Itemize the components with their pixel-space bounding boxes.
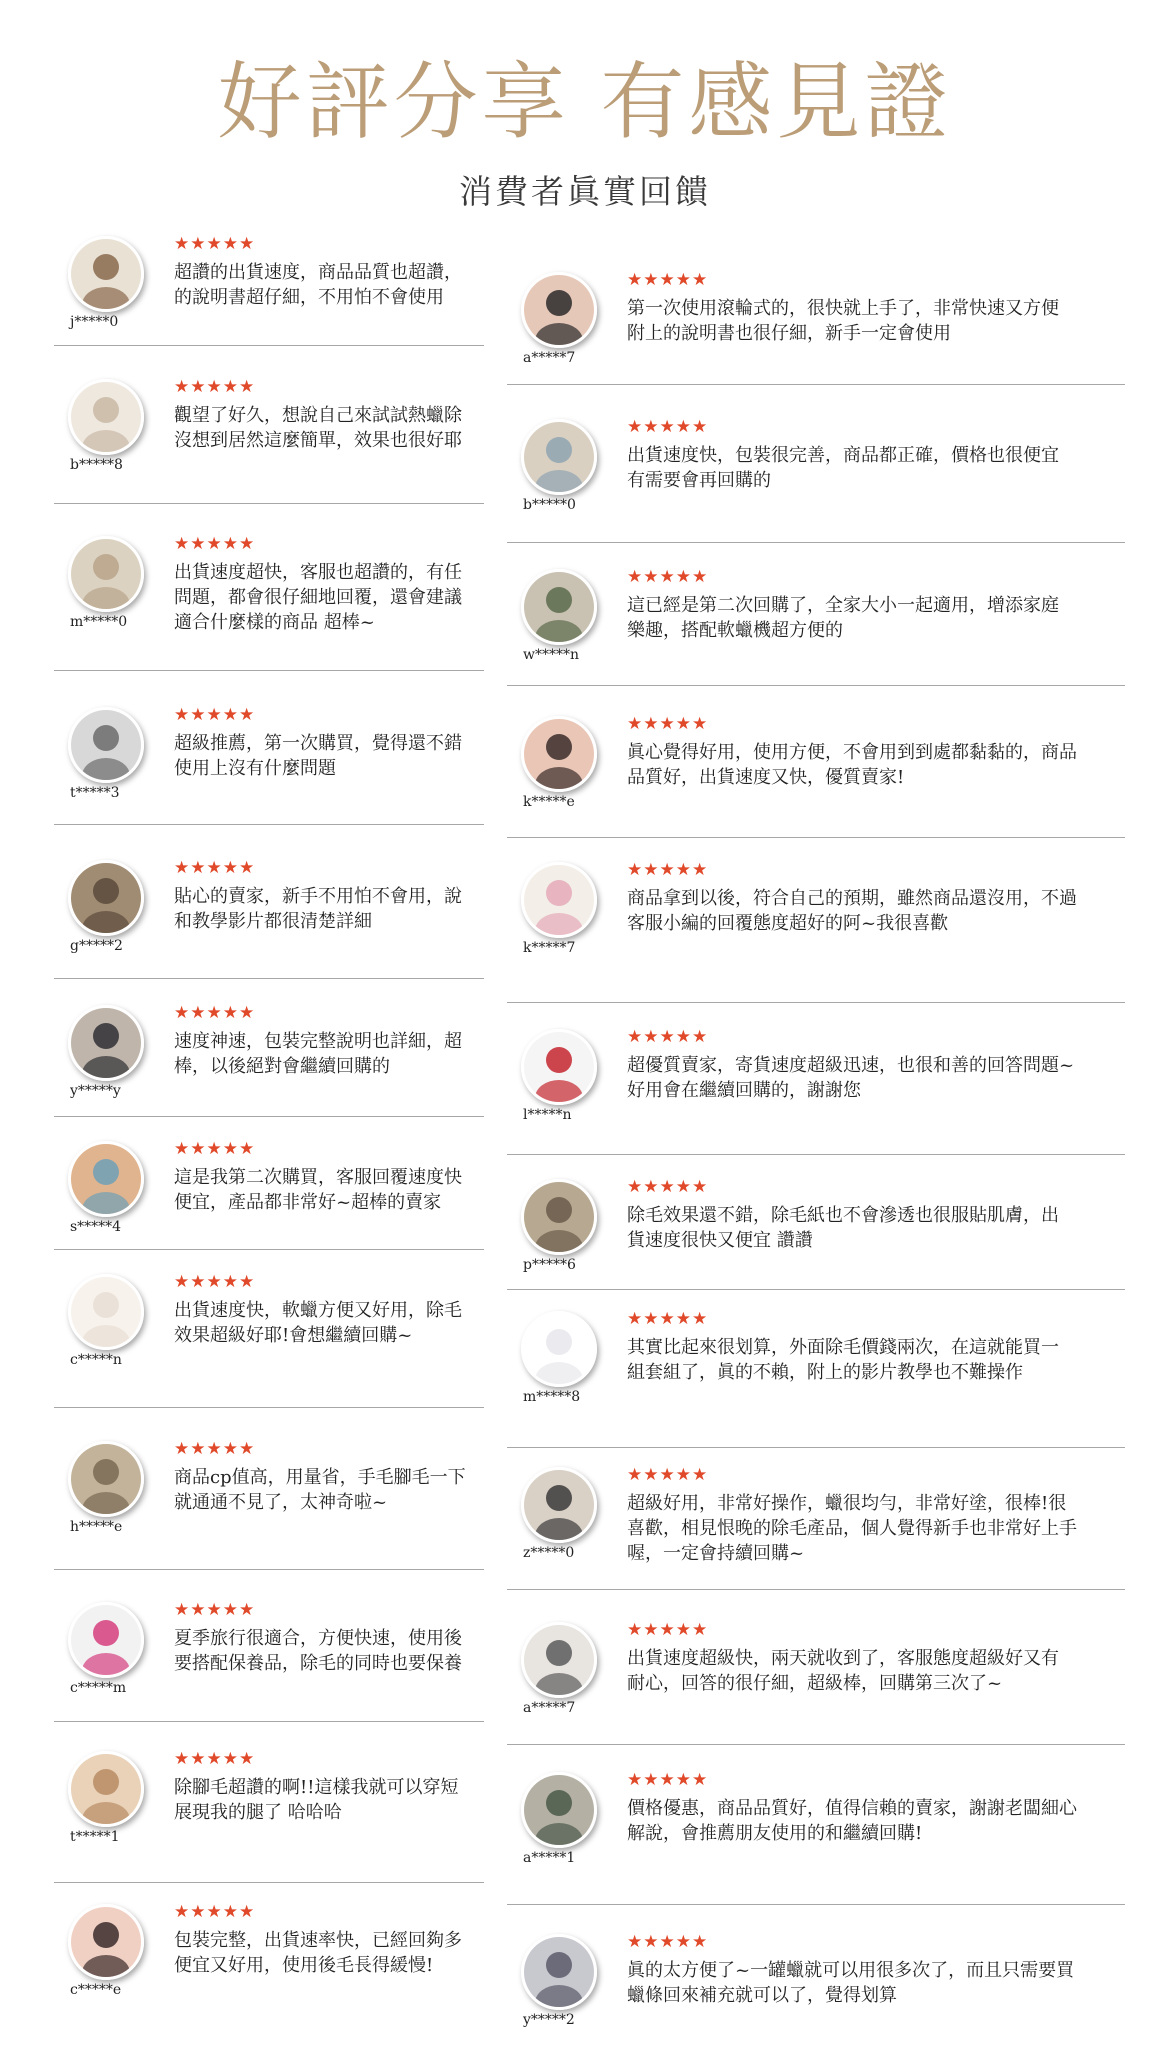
star-rating-icon: ★★★★★ [627,1177,709,1197]
divider [507,1447,1125,1448]
page-subtitle: 消費者眞實回饋 [459,172,711,211]
avatar [68,1441,144,1517]
review-text: 商品拿到以後，符合自己的預期，雖然商品還沒用，不過 客服小編的回覆態度超好的阿~我很喜歡 [627,888,1077,934]
review-card [54,375,484,504]
review-card [507,858,1125,1003]
review-username: h*****e [70,1519,123,1535]
avatar [521,1029,597,1105]
star-rating-icon: ★★★★★ [174,1272,256,1292]
avatar [68,1751,144,1827]
review-text: 出貨速度快，包裝很完善，商品都正確，價格也很便宜 有需要會再回購的 [627,445,1059,491]
star-rating-icon: ★★★★★ [174,1902,256,1922]
review-card [54,856,484,979]
review-username: b*****0 [523,497,576,513]
review-text: 夏季旅行很適合，方便快速，使用後 要搭配保養品，除毛的同時也要保養 [174,1628,462,1674]
avatar [521,272,597,348]
review-username: y*****2 [523,2012,575,2028]
divider [507,1589,1125,1590]
avatar [68,1904,144,1980]
avatar [521,1934,597,2010]
divider [54,1882,484,1883]
review-username: y*****y [70,1083,121,1099]
review-username: a*****7 [523,350,576,366]
avatar [521,862,597,938]
star-rating-icon: ★★★★★ [627,1309,709,1329]
avatar [68,1141,144,1217]
star-rating-icon: ★★★★★ [627,1770,709,1790]
review-card [54,1900,484,2057]
review-text: 價格優惠，商品品質好，值得信賴的賣家，謝謝老闆細心 解說，會推薦朋友使用的和繼續回購! [627,1798,1077,1844]
review-text: 這已經是第二次回購了，全家大小一起適用，增添家庭 樂趣，搭配軟蠟機超方便的 [627,595,1059,641]
star-rating-icon: ★★★★★ [627,417,709,437]
divider [54,824,484,825]
divider [507,1904,1125,1905]
review-username: a*****1 [523,1850,576,1866]
review-card [54,1001,484,1117]
star-rating-icon: ★★★★★ [627,567,709,587]
divider [54,503,484,504]
divider [507,1744,1125,1745]
review-card [507,415,1125,543]
review-card [507,268,1125,385]
star-rating-icon: ★★★★★ [174,858,256,878]
star-rating-icon: ★★★★★ [627,1932,709,1952]
review-card [507,1618,1125,1745]
avatar [521,1467,597,1543]
star-rating-icon: ★★★★★ [627,1027,709,1047]
review-username: m*****0 [70,614,128,630]
review-text: 速度神速，包裝完整說明也詳細，超 棒，以後絕對會繼續回購的 [174,1031,462,1077]
avatar [68,1602,144,1678]
review-username: c*****m [70,1680,127,1696]
review-username: l*****n [523,1107,572,1123]
review-card [54,232,484,346]
review-username: w*****n [523,647,579,663]
avatar [521,1311,597,1387]
star-rating-icon: ★★★★★ [174,234,256,254]
star-rating-icon: ★★★★★ [174,705,256,725]
divider [54,1407,484,1408]
avatar [68,236,144,312]
avatar [521,716,597,792]
review-card [507,565,1125,686]
review-text: 除毛效果還不錯，除毛紙也不會滲透也很服貼肌膚，出 貨速度很快又便宜 讚讚 [627,1205,1059,1251]
review-text: 超優質賣家，寄貨速度超級迅速，也很和善的回答問題~ 好用會在繼續回購的，謝謝您 [627,1055,1075,1101]
review-text: 其實比起來很划算，外面除毛價錢兩次，在這就能買一 組套組了，眞的不賴，附上的影片教學也不難操作 [627,1337,1059,1383]
review-username: t*****1 [70,1829,120,1845]
review-username: a*****7 [523,1700,576,1716]
review-text: 出貨速度超級快，兩天就收到了，客服態度超級好又有 耐心，回答的很仔細，超級棒，回購第三次了~ [627,1648,1059,1694]
avatar [68,860,144,936]
review-text: 除腳毛超讚的啊!!這樣我就可以穿短 展現我的腿了 哈哈哈 [174,1777,459,1823]
avatar [68,1274,144,1350]
review-username: c*****e [70,1982,122,1998]
star-rating-icon: ★★★★★ [627,1465,709,1485]
avatar [68,379,144,455]
review-card [54,1598,484,1722]
review-card [507,1025,1125,1155]
avatar [68,1005,144,1081]
star-rating-icon: ★★★★★ [174,534,256,554]
review-username: m*****8 [523,1389,581,1405]
review-text: 第一次使用滾輪式的，很快就上手了，非常快速又方便 附上的說明書也很仔細，新手一定會使用 [627,298,1059,344]
divider [507,837,1125,838]
review-card [507,1307,1125,1448]
review-username: t*****3 [70,785,120,801]
review-card [54,1137,484,1250]
divider [54,1569,484,1570]
avatar [521,1179,597,1255]
review-card [507,1463,1125,1590]
avatar [521,1622,597,1698]
review-card [54,532,484,671]
divider [54,345,484,346]
review-username: j*****0 [70,314,119,330]
divider [54,978,484,979]
review-username: b*****8 [70,457,123,473]
review-card [507,1768,1125,1905]
avatar [521,569,597,645]
review-username: k*****e [523,794,575,810]
star-rating-icon: ★★★★★ [174,1600,256,1620]
star-rating-icon: ★★★★★ [174,1749,256,1769]
avatar [68,707,144,783]
divider [54,1249,484,1250]
review-username: p*****6 [523,1257,576,1273]
review-text: 超級好用，非常好操作，蠟很均勻，非常好塗，很棒!很 喜歡，相見恨晚的除毛產品，個人覺得新手也非常好上手 喔，一定會持續回購~ [627,1493,1077,1564]
divider [507,1154,1125,1155]
review-text: 眞心覺得好用，使用方便，不會用到到處都黏黏的，商品 品質好，出貨速度又快，優質賣家! [627,742,1077,788]
review-text: 觀望了好久，想說自己來試試熱蠟除 沒想到居然這麼簡單，效果也很好耶 [174,405,462,451]
review-card [54,703,484,825]
review-username: g*****2 [70,938,123,954]
review-card [54,1747,484,1883]
star-rating-icon: ★★★★★ [174,1139,256,1159]
avatar [521,1772,597,1848]
review-card [507,712,1125,838]
avatar [521,419,597,495]
divider [507,685,1125,686]
star-rating-icon: ★★★★★ [627,1620,709,1640]
review-text: 出貨速度快，軟蠟方便又好用，除毛 效果超級好耶!會想繼續回購~ [174,1300,462,1346]
divider [54,1116,484,1117]
review-text: 出貨速度超快，客服也超讚的，有任 問題，都會很仔細地回覆，還會建議 適合什麼樣的商品 超棒~ [174,562,462,633]
divider [507,1289,1125,1290]
review-username: k*****7 [523,940,576,956]
review-text: 貼心的賣家，新手不用怕不會用，說 和教學影片都很清楚詳細 [174,886,462,932]
review-text: 眞的太方便了~一罐蠟就可以用很多次了，而且只需要買 蠟條回來補充就可以了，覺得划算 [627,1960,1075,2006]
star-rating-icon: ★★★★★ [627,714,709,734]
star-rating-icon: ★★★★★ [174,1439,256,1459]
review-text: 超級推薦，第一次購買，覺得還不錯 使用上沒有什麼問題 [174,733,462,779]
star-rating-icon: ★★★★★ [174,377,256,397]
review-username: s*****4 [70,1219,122,1235]
review-text: 這是我第二次購買，客服回覆速度快 便宜，產品都非常好~超棒的賣家 [174,1167,462,1213]
review-card [507,1930,1125,2057]
review-card [54,1270,484,1408]
review-text: 包裝完整，出貨速率快，已經回夠多 便宜又好用，使用後毛長得緩慢! [174,1930,462,1976]
review-text: 超讚的出貨速度，商品品質也超讚， 的說明書超仔細，不用怕不會使用 [174,262,462,308]
page-title: 好評分享 有感見證 [217,53,953,151]
star-rating-icon: ★★★★★ [174,1003,256,1023]
review-text: 商品cp值高，用量省，手毛腳毛一下 就通通不見了，太神奇啦~ [174,1467,466,1513]
review-card [507,1175,1125,1290]
star-rating-icon: ★★★★★ [627,860,709,880]
divider [507,1002,1125,1003]
review-card [54,1437,484,1570]
divider [54,670,484,671]
review-username: c*****n [70,1352,122,1368]
divider [507,542,1125,543]
divider [507,384,1125,385]
divider [54,1721,484,1722]
avatar [68,536,144,612]
star-rating-icon: ★★★★★ [627,270,709,290]
review-username: z*****0 [523,1545,575,1561]
